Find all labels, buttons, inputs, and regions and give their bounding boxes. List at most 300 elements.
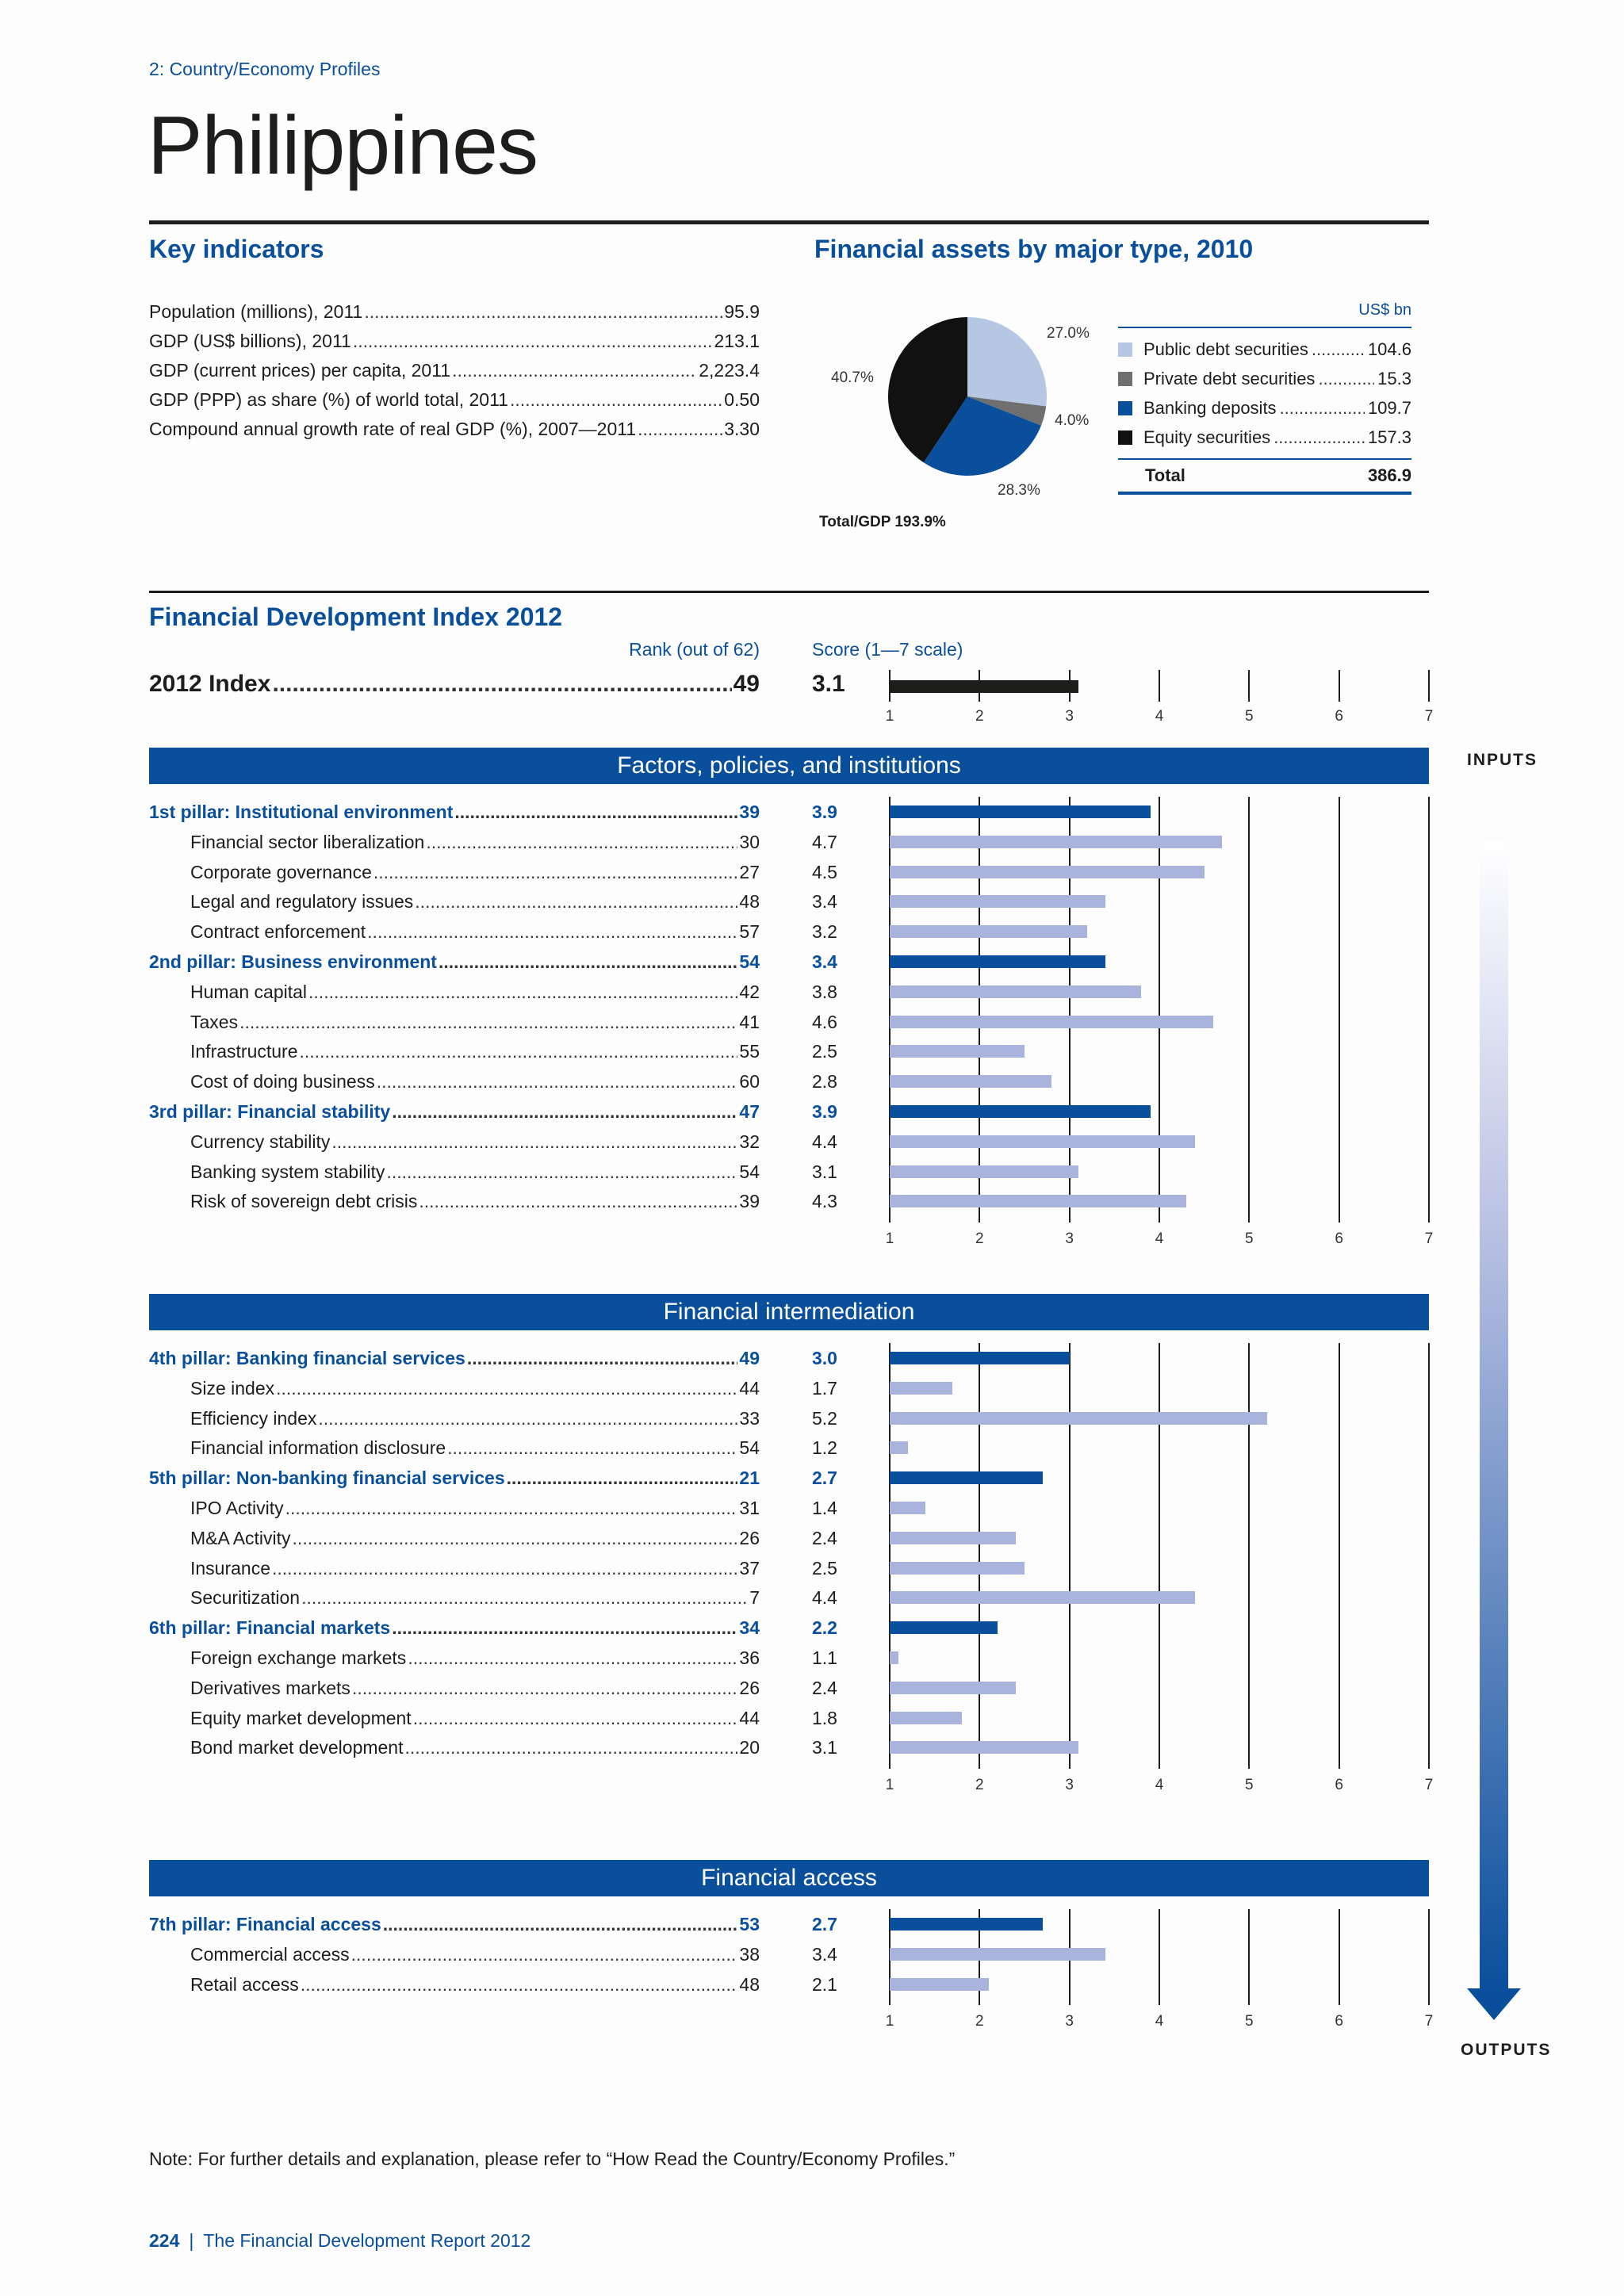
subpillar-row — [149, 1939, 760, 1969]
row-score: 3.9 — [812, 802, 837, 822]
row-score: 2.5 — [812, 1557, 837, 1578]
row-rank: 39 — [739, 1191, 760, 1212]
leader-dots — [413, 1703, 738, 1733]
row-rank: 33 — [739, 1407, 760, 1429]
subpillar-bar — [890, 1165, 1078, 1178]
gridline — [1159, 797, 1160, 1223]
leader-dots — [1312, 335, 1365, 364]
gridline — [1339, 1909, 1340, 2005]
indicator-row — [149, 415, 760, 444]
leader-dots — [467, 1343, 738, 1373]
subpillar-row — [149, 1157, 760, 1187]
tick-label: 3 — [1065, 1230, 1074, 1248]
row-rank: 60 — [739, 1071, 760, 1093]
key-indicators-heading: Key indicators — [149, 235, 324, 263]
footer-separator: | — [189, 2230, 194, 2251]
leader-dots — [373, 857, 738, 887]
row-score: 4.7 — [812, 831, 837, 852]
leader-dots — [318, 1403, 737, 1433]
row-score: 5.2 — [812, 1407, 837, 1429]
legend-label: Private debt securities — [1143, 369, 1316, 388]
row-score: 4.5 — [812, 861, 837, 882]
total-gdp-label: Total/GDP 193.9% — [819, 514, 946, 530]
row-score: 2.2 — [812, 1617, 837, 1639]
row-label: Financial sector liberalization — [190, 831, 425, 852]
gridline — [979, 1343, 980, 1769]
leader-dots — [383, 1909, 738, 1939]
index-rank: 49 — [733, 671, 760, 697]
indicator-row — [149, 327, 760, 356]
leader-dots — [353, 327, 713, 356]
row-score: 3.9 — [812, 1101, 837, 1122]
subpillar-bar — [890, 1532, 1016, 1544]
subpillar-bar — [890, 1441, 908, 1454]
row-score: 2.1 — [812, 1973, 837, 1995]
subpillar-row — [149, 1373, 760, 1403]
tick-label: 5 — [1245, 708, 1254, 725]
row-score: 3.4 — [812, 891, 837, 913]
footer — [149, 2230, 530, 2252]
legend-row — [1118, 364, 1411, 393]
subpillar-row — [149, 1673, 760, 1703]
tick-label: 2 — [975, 2013, 984, 2030]
row-rank: 53 — [739, 1914, 760, 1934]
subpillar-bar — [890, 1978, 989, 1991]
row-label: Derivatives markets — [190, 1677, 350, 1698]
indicator-value: 3.30 — [724, 419, 760, 439]
row-label: Efficiency index — [190, 1407, 317, 1429]
gridline — [1159, 1343, 1160, 1769]
row-score: 3.4 — [812, 1943, 837, 1965]
subpillar-bar — [890, 1502, 925, 1514]
row-label: Legal and regulatory issues — [190, 891, 414, 913]
row-label: 3rd pillar: Financial stability — [149, 1101, 391, 1122]
legend-label: Equity securities — [1143, 427, 1271, 447]
subpillar-bar — [890, 1682, 1016, 1694]
pillar-row — [149, 1096, 760, 1127]
leader-dots — [507, 1463, 738, 1493]
leader-dots — [405, 1732, 738, 1762]
subpillar-bar — [890, 1712, 962, 1724]
leader-dots — [408, 1643, 737, 1673]
indicator-label: GDP (current prices) per capita, 2011 — [149, 360, 451, 381]
legend-bottom-rule — [1118, 492, 1411, 495]
subpillar-bar — [890, 1412, 1267, 1425]
row-label: Insurance — [190, 1557, 271, 1578]
indicator-label: Population (millions), 2011 — [149, 301, 363, 322]
row-rank: 57 — [739, 921, 760, 943]
leader-dots — [638, 415, 722, 444]
subpillar-row — [149, 886, 760, 916]
subpillar-bar — [890, 1135, 1195, 1148]
row-label: Equity market development — [190, 1707, 412, 1728]
subpillar-row — [149, 1403, 760, 1433]
row-label: Currency stability — [190, 1131, 331, 1152]
row-score: 2.8 — [812, 1071, 837, 1093]
gridline — [1248, 797, 1250, 1223]
legend-value: 109.7 — [1367, 398, 1411, 418]
row-score: 1.2 — [812, 1437, 837, 1459]
row-score: 2.5 — [812, 1041, 837, 1062]
gridline — [1428, 670, 1430, 702]
subpillar-bar — [890, 1651, 898, 1664]
gridline — [1159, 670, 1160, 702]
row-label: Securitization — [190, 1587, 301, 1609]
gridline — [1069, 1343, 1071, 1769]
row-label: Financial information disclosure — [190, 1437, 446, 1459]
row-label: 5th pillar: Non-banking financial services — [149, 1468, 505, 1489]
leader-dots — [285, 1493, 738, 1523]
tick-label: 1 — [885, 1230, 894, 1248]
row-rank: 32 — [739, 1131, 760, 1152]
subpillar-bar — [890, 836, 1222, 848]
tick-label: 6 — [1335, 708, 1343, 725]
tick-label: 1 — [885, 1777, 894, 1794]
page-number: 224 — [149, 2230, 180, 2251]
legend-rows — [1118, 335, 1411, 452]
row-rank: 39 — [739, 802, 760, 822]
row-label: IPO Activity — [190, 1498, 284, 1518]
pie-percent-label: 40.7% — [831, 369, 874, 386]
indicator-value: 0.50 — [724, 389, 760, 410]
subpillar-row — [149, 916, 760, 947]
row-label: Foreign exchange markets — [190, 1647, 407, 1668]
page-title: Philippines — [147, 100, 538, 192]
gridline — [1159, 1909, 1160, 2005]
tick-label: 4 — [1155, 1230, 1164, 1248]
section-band: Factors, policies, and institutions — [149, 748, 1429, 784]
pillar-bar — [890, 1105, 1151, 1118]
subpillar-row — [149, 1969, 760, 1999]
subpillar-row — [149, 1523, 760, 1553]
row-score: 3.4 — [812, 951, 837, 972]
subpillar-bar — [890, 1075, 1051, 1088]
row-rank: 26 — [739, 1527, 760, 1548]
leader-dots — [351, 1939, 738, 1969]
row-rank: 54 — [739, 951, 760, 972]
row-label: 1st pillar: Institutional environment — [149, 802, 454, 822]
tick-label: 4 — [1155, 708, 1164, 725]
row-label: Size index — [190, 1377, 275, 1399]
legend-total-value: 386.9 — [1367, 465, 1411, 485]
tick-label: 4 — [1155, 1777, 1164, 1794]
row-score: 3.1 — [812, 1737, 837, 1758]
subpillar-bar — [890, 1045, 1025, 1058]
subpillar-row — [149, 1582, 760, 1613]
row-label: Contract enforcement — [190, 921, 366, 943]
row-label: Bond market development — [190, 1737, 404, 1758]
subpillar-row — [149, 1007, 760, 1037]
row-score: 1.8 — [812, 1707, 837, 1728]
subpillar-row — [149, 1433, 760, 1463]
subpillar-bar — [890, 1591, 1195, 1604]
leader-dots — [392, 1613, 737, 1643]
row-rank: 49 — [739, 1348, 760, 1368]
row-rank: 54 — [739, 1161, 760, 1182]
legend-top-rule — [1118, 327, 1411, 328]
pillar-row — [149, 1343, 760, 1373]
row-label: 2nd pillar: Business environment — [149, 951, 437, 972]
subpillar-row — [149, 1703, 760, 1733]
row-rank: 42 — [739, 981, 760, 1002]
row-label: Retail access — [190, 1973, 299, 1995]
section-band: Financial access — [149, 1860, 1429, 1896]
row-rank: 44 — [739, 1707, 760, 1728]
tick-label: 7 — [1424, 708, 1434, 725]
financial-assets-legend — [1118, 301, 1411, 495]
row-rank: 41 — [739, 1011, 760, 1032]
indicator-value: 2,223.4 — [699, 360, 760, 381]
leader-dots — [510, 385, 722, 415]
row-score: 3.8 — [812, 981, 837, 1002]
row-rank: 55 — [739, 1041, 760, 1062]
outputs-label: OUTPUTS — [1461, 2041, 1552, 2059]
subpillar-bar — [890, 895, 1105, 908]
row-label: 6th pillar: Financial markets — [149, 1617, 391, 1639]
leader-dots — [419, 1186, 737, 1216]
row-score: 4.3 — [812, 1191, 837, 1212]
financial-assets-pie — [825, 293, 1126, 499]
row-rank: 26 — [739, 1677, 760, 1698]
tick-label: 6 — [1335, 1230, 1343, 1248]
leader-dots — [1280, 393, 1365, 423]
section-label: 2: Country/Economy Profiles — [149, 59, 381, 79]
row-score: 2.4 — [812, 1527, 837, 1548]
tick-label: 7 — [1424, 1777, 1434, 1794]
tick-label: 3 — [1065, 708, 1074, 725]
gridline — [1428, 1909, 1430, 2005]
leader-dots — [272, 1553, 737, 1583]
pillar-bar — [890, 955, 1105, 968]
pillar-row — [149, 1909, 760, 1939]
pillar-bar — [890, 1918, 1043, 1931]
row-label: M&A Activity — [190, 1527, 291, 1548]
row-label: Banking system stability — [190, 1161, 385, 1182]
leader-dots — [386, 1157, 737, 1187]
tick-label: 5 — [1245, 1230, 1254, 1248]
row-score: 1.4 — [812, 1498, 837, 1518]
pie-percent-label: 4.0% — [1055, 412, 1090, 429]
row-label: Human capital — [190, 981, 308, 1002]
top-rule — [149, 220, 1429, 224]
row-rank: 27 — [739, 861, 760, 882]
legend-row — [1118, 393, 1411, 423]
legend-swatch — [1118, 401, 1132, 415]
financial-assets-heading: Financial assets by major type, 2010 — [814, 235, 1254, 263]
legend-value: 157.3 — [1367, 427, 1411, 447]
row-rank: 38 — [739, 1943, 760, 1965]
fdi-rule — [149, 591, 1429, 593]
subpillar-bar — [890, 1562, 1025, 1575]
subpillar-bar — [890, 1948, 1105, 1961]
subpillar-row — [149, 1036, 760, 1066]
tick-label: 4 — [1155, 2013, 1164, 2030]
indicator-label: GDP (US$ billions), 2011 — [149, 331, 351, 351]
pillar-row — [149, 1463, 760, 1493]
row-label: Corporate governance — [190, 861, 372, 882]
tick-label: 7 — [1424, 1230, 1434, 1248]
legend-swatch — [1118, 342, 1132, 357]
legend-value: 104.6 — [1367, 339, 1411, 359]
row-score: 3.0 — [812, 1348, 837, 1368]
pillar-bar — [890, 1471, 1043, 1484]
row-score: 1.1 — [812, 1647, 837, 1668]
leader-dots — [392, 1096, 737, 1127]
row-score: 3.1 — [812, 1161, 837, 1182]
subpillar-bar — [890, 1741, 1078, 1754]
subpillar-bar — [890, 1382, 952, 1395]
fdi-heading: Financial Development Index 2012 — [149, 603, 563, 631]
leader-dots — [300, 1036, 738, 1066]
tick-label: 5 — [1245, 1777, 1254, 1794]
pie-percent-label: 28.3% — [998, 482, 1040, 499]
tick-label: 3 — [1065, 1777, 1074, 1794]
tick-label: 6 — [1335, 2013, 1343, 2030]
row-score: 3.2 — [812, 921, 837, 943]
note: Note: For further details and explanation, please refer to “How Read the Country/Economy Profiles.” — [149, 2149, 956, 2169]
row-score: 4.6 — [812, 1011, 837, 1032]
row-rank: 34 — [739, 1617, 760, 1639]
subpillar-bar — [890, 1016, 1213, 1028]
row-rank: 54 — [739, 1437, 760, 1459]
index-dots — [272, 668, 731, 700]
gridline — [1428, 797, 1430, 1223]
tick-label: 3 — [1065, 2013, 1074, 2030]
pillar-row — [149, 1613, 760, 1643]
row-label: 4th pillar: Banking financial services — [149, 1348, 465, 1368]
index-row — [149, 668, 760, 700]
pillar-row — [149, 947, 760, 977]
tick-label: 7 — [1424, 2013, 1434, 2030]
indicator-value: 213.1 — [714, 331, 760, 351]
subpillar-bar — [890, 866, 1205, 878]
index-score: 3.1 — [812, 671, 845, 697]
tick-label: 2 — [975, 1777, 984, 1794]
tick-label: 2 — [975, 1230, 984, 1248]
leader-dots — [447, 1433, 737, 1463]
inputs-outputs-arrow — [1465, 840, 1529, 2030]
gridline — [1248, 1343, 1250, 1769]
subpillar-row — [149, 1643, 760, 1673]
leader-dots — [1274, 423, 1365, 452]
tick-label: 1 — [885, 2013, 894, 2030]
pillar-bar — [890, 1621, 998, 1634]
score-header: Score (1—7 scale) — [812, 639, 963, 660]
tick-label: 6 — [1335, 1777, 1343, 1794]
pie-slice — [967, 317, 1047, 407]
row-rank: 36 — [739, 1647, 760, 1668]
leader-dots — [367, 916, 737, 947]
leader-dots — [301, 1969, 738, 1999]
pie-percent-label: 27.0% — [1047, 325, 1090, 342]
row-rank: 7 — [749, 1587, 760, 1609]
indicator-row — [149, 297, 760, 327]
subpillar-row — [149, 827, 760, 857]
unit-label: US$ bn — [1358, 301, 1411, 319]
subpillar-row — [149, 1066, 760, 1096]
subpillar-row — [149, 857, 760, 887]
legend-label: Public debt securities — [1143, 339, 1308, 359]
row-rank: 48 — [739, 1973, 760, 1995]
row-label: Infrastructure — [190, 1041, 298, 1062]
legend-row — [1118, 335, 1411, 364]
row-rank: 30 — [739, 831, 760, 852]
legend-value: 15.3 — [1377, 369, 1411, 388]
leader-dots — [364, 297, 722, 327]
gridline — [1069, 797, 1071, 1223]
leader-dots — [1318, 364, 1374, 393]
pillar-bar — [890, 1352, 1070, 1364]
leader-dots — [308, 977, 737, 1007]
indicator-row — [149, 385, 760, 415]
subpillar-bar — [890, 1195, 1186, 1207]
row-score: 1.7 — [812, 1377, 837, 1399]
leader-dots — [454, 797, 737, 827]
row-rank: 48 — [739, 891, 760, 913]
rank-header: Rank (out of 62) — [629, 639, 760, 660]
leader-dots — [452, 356, 697, 385]
index-bar — [890, 680, 1078, 693]
row-rank: 47 — [739, 1101, 760, 1122]
leader-dots — [276, 1373, 737, 1403]
leader-dots — [426, 827, 737, 857]
tick-label: 5 — [1245, 2013, 1254, 2030]
subpillar-row — [149, 1493, 760, 1523]
pillar-bar — [890, 806, 1151, 818]
row-label: Risk of sovereign debt crisis — [190, 1191, 418, 1212]
publication-title: The Financial Development Report 2012 — [203, 2230, 531, 2251]
subpillar-row — [149, 1127, 760, 1157]
subpillar-bar — [890, 985, 1141, 998]
leader-dots — [331, 1127, 737, 1157]
subpillar-bar — [890, 925, 1087, 938]
gridline — [1339, 797, 1340, 1223]
gridline — [1248, 1909, 1250, 2005]
leader-dots — [301, 1582, 748, 1613]
row-score: 2.7 — [812, 1914, 837, 1934]
legend-total-row — [1118, 460, 1411, 492]
index-label: 2012 Index — [149, 671, 271, 697]
leader-dots — [377, 1066, 738, 1096]
row-score: 4.4 — [812, 1587, 837, 1609]
legend-swatch — [1118, 372, 1132, 386]
row-score: 2.4 — [812, 1677, 837, 1698]
row-rank: 44 — [739, 1377, 760, 1399]
leader-dots — [415, 886, 737, 916]
row-label: Cost of doing business — [190, 1071, 375, 1093]
gridline — [1248, 670, 1250, 702]
row-rank: 37 — [739, 1557, 760, 1578]
row-rank: 21 — [739, 1468, 760, 1489]
legend-label: Banking deposits — [1143, 398, 1277, 418]
leader-dots — [293, 1523, 738, 1553]
row-rank: 20 — [739, 1737, 760, 1758]
leader-dots — [352, 1673, 737, 1703]
key-indicators-list — [149, 297, 760, 444]
inputs-label: INPUTS — [1467, 751, 1538, 769]
gridline — [979, 797, 980, 1223]
row-label: Commercial access — [190, 1943, 350, 1965]
row-score: 4.4 — [812, 1131, 837, 1152]
row-label: 7th pillar: Financial access — [149, 1914, 381, 1934]
pillar-row — [149, 797, 760, 827]
tick-label: 2 — [975, 708, 984, 725]
indicator-row — [149, 356, 760, 385]
indicator-label: Compound annual growth rate of real GDP (%), 2007—2011 — [149, 419, 637, 439]
legend-total-label: Total — [1145, 465, 1185, 485]
legend-row — [1118, 423, 1411, 452]
subpillar-row — [149, 1553, 760, 1583]
